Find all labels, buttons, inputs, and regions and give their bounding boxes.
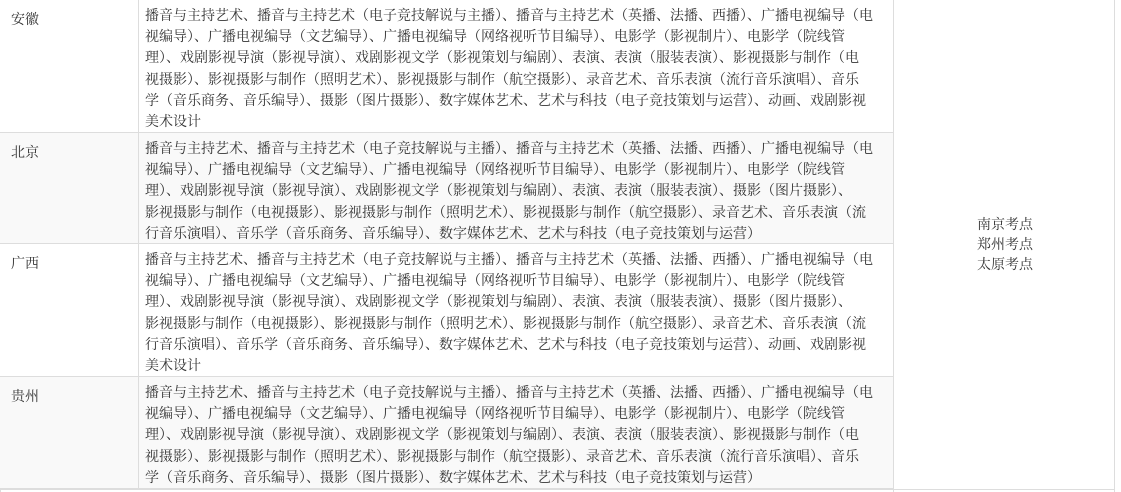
majors-line: 美术设计 [145,113,201,130]
majors-line: 理）、戏剧影视导演（影视导演）、戏剧影视文学（影视策划与编剧）、表演、表演（服装表演）、摄影（图片摄影）、 [145,183,852,200]
majors-line: 视编导）、广播电视编导（文艺编导）、广播电视编导（网络视听节目编导）、电影学（影视制片）、电影学（院线管 [145,29,845,46]
majors-line: 播音与主持艺术、播音与主持艺术（电子竞技解说与主播）、播音与主持艺术（英播、法播、西播）、广播电视编导（电 [145,252,873,268]
exam-site-zhengzhou: 郑州考点 [977,237,1033,253]
table-bottom-border [0,489,1115,490]
table-row [0,133,893,244]
exam-site-taiyuan: 太原考点 [977,257,1033,273]
majors-line: 美术设计 [145,357,201,374]
majors-line: 学（音乐商务、音乐编导）、摄影（图片摄影）、数字媒体艺术、艺术与科技（电子竞技策划与运营） [145,469,761,486]
majors-line: 行音乐演唱）、音乐学（音乐商务、音乐编导）、数字媒体艺术、艺术与科技（电子竞技策划与运营）、动画、戏剧影视 [145,336,866,353]
majors-line: 行音乐演唱）、音乐学（音乐商务、音乐编导）、数字媒体艺术、艺术与科技（电子竞技策划与运营） [145,225,761,242]
majors-line: 影视摄影与制作（电视摄影）、影视摄影与制作（照明艺术）、影视摄影与制作（航空摄影）、录音艺术、音乐表演（流 [145,204,866,221]
majors-line: 影视摄影与制作（电视摄影）、影视摄影与制作（照明艺术）、影视摄影与制作（航空摄影）、录音艺术、音乐表演（流 [145,315,866,332]
majors-line: 理）、戏剧影视导演（影视导演）、戏剧影视文学（影视策划与编剧）、表演、表演（服装表演）、影视摄影与制作（电 [145,427,859,444]
majors-line: 理）、戏剧影视导演（影视导演）、戏剧影视文学（影视策划与编剧）、表演、表演（服装表演）、影视摄影与制作（电 [145,50,859,67]
majors-line: 播音与主持艺术、播音与主持艺术（电子竞技解说与主播）、播音与主持艺术（英播、法播、西播）、广播电视编导（电 [145,385,873,401]
majors-line: 视编导）、广播电视编导（文艺编导）、广播电视编导（网络视听节目编导）、电影学（影视制片）、电影学（院线管 [145,162,845,179]
majors-line: 视摄影）、影视摄影与制作（照明艺术）、影视摄影与制作（航空摄影）、录音艺术、音乐表演（流行音乐演唱）、音乐 [145,71,859,88]
majors-line: 播音与主持艺术、播音与主持艺术（电子竞技解说与主播）、播音与主持艺术（英播、法播、西播）、广播电视编导（电 [145,8,873,24]
exam-sites-cell [893,0,1115,492]
majors-line: 学（音乐商务、音乐编导）、摄影（图片摄影）、数字媒体艺术、艺术与科技（电子竞技策划与运营）、动画、戏剧影视 [145,92,866,109]
majors-line: 理）、戏剧影视导演（影视导演）、戏剧影视文学（影视策划与编剧）、表演、表演（服装表演）、摄影（图片摄影）、 [145,294,852,311]
province-cell: 北京 [0,133,139,243]
majors-cell [139,377,893,488]
province-cell: 安徽 [0,0,139,132]
table-row [0,0,893,133]
exam-site-nanjing: 南京考点 [977,217,1033,233]
majors-cell [139,0,893,132]
province-cell: 贵州 [0,377,139,488]
majors-line: 播音与主持艺术、播音与主持艺术（电子竞技解说与主播）、播音与主持艺术（英播、法播、西播）、广播电视编导（电 [145,141,873,157]
majors-line: 视编导）、广播电视编导（文艺编导）、广播电视编导（网络视听节目编导）、电影学（影视制片）、电影学（院线管 [145,273,845,290]
majors-cell [139,133,893,243]
table-row [0,244,893,377]
province-cell: 广西 [0,244,139,376]
majors-line: 视摄影）、影视摄影与制作（照明艺术）、影视摄影与制作（航空摄影）、录音艺术、音乐表演（流行音乐演唱）、音乐 [145,448,859,465]
exam-sites-list [977,215,1033,275]
majors-line: 视编导）、广播电视编导（文艺编导）、广播电视编导（网络视听节目编导）、电影学（影视制片）、电影学（院线管 [145,406,845,423]
table-row [0,377,893,489]
majors-cell [139,244,893,376]
